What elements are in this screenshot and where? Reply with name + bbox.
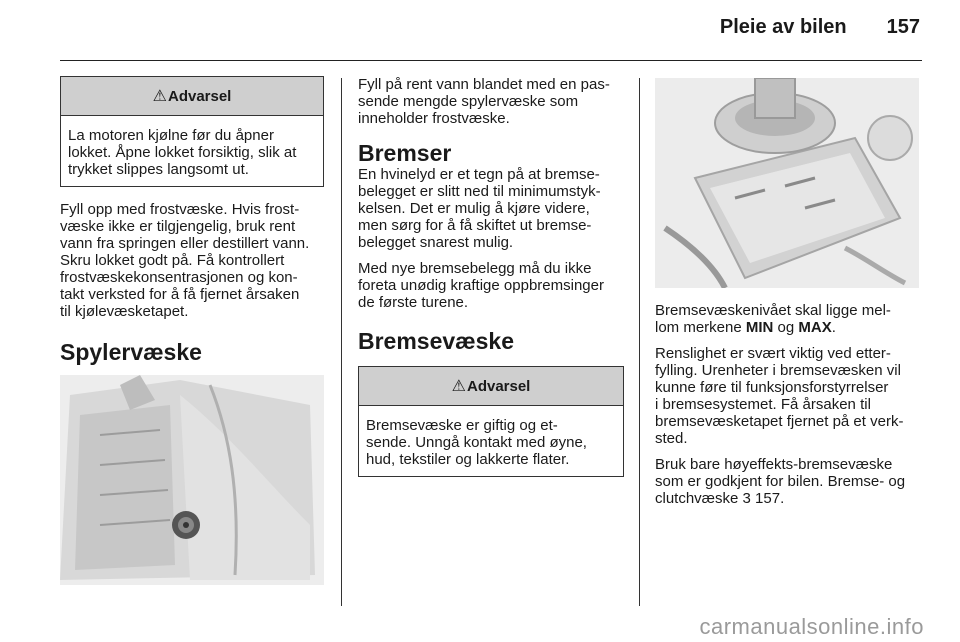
column-divider-1 — [341, 78, 342, 606]
warning-text: Bremsevæske er giftig og et- sende. Unngå kontakt med øyne, hud, tekstiler og lakkerte flater. — [366, 417, 587, 468]
min-mark: MIN — [745, 319, 774, 336]
warning-header — [359, 367, 623, 406]
washer-paragraph: Fyll på rent vann blandet med en pas- sende mengde spylervæske som inneholder frostvæske. — [358, 76, 610, 127]
brake-fluid-level-paragraph: Bremsevæskenivået skal ligge mel- lom merkene MIN og MAX. — [655, 302, 891, 336]
page-number: 157 — [886, 16, 920, 38]
page-reference-icon[interactable]: 3 — [742, 490, 751, 507]
column-divider-2 — [639, 78, 640, 606]
header-rule — [60, 60, 922, 61]
warning-box-coolant — [60, 76, 324, 187]
warning-title: Advarsel — [466, 377, 531, 395]
brake-fluid-reservoir-photo — [655, 78, 919, 288]
warning-triangle-icon: ⚠ — [451, 377, 466, 395]
heading-brakes: Bremser — [358, 140, 452, 166]
page-header — [720, 16, 920, 39]
warning-text: La motoren kjølne før du åpner lokket. Åpne lokket forsiktig, slik at trykket slippes langsomt ut. — [68, 127, 297, 178]
warning-triangle-icon: ⚠ — [152, 87, 167, 105]
washer-fluid-photo — [60, 375, 324, 585]
column-2 — [358, 76, 624, 491]
column-3 — [655, 302, 925, 516]
section-title: Pleie av bilen — [719, 16, 847, 38]
coolant-paragraph: Fyll opp med frostvæske. Hvis frost- væske ikke er tilgjengelig, bruk rent vann fra springen eller destillert vann. Skru lokket godt på. Få kontrollert frostvæskekonsentrasjonen og kon- takt verksted for å få fjernet årsaken til kjølevæsketapet. — [60, 201, 310, 320]
brake-fluid-type-paragraph: Bruk bare høyeffekts-bremsevæske som er godkjent for bilen. Bremse- og clutchvæske 3 157. — [655, 456, 906, 507]
heading-washer-fluid: Spylervæske — [60, 339, 202, 365]
brakes-paragraph-1: En hvinelyd er et tegn på at bremse- belegget er slitt ned til minimumstyk- kelsen. Det er mulig å kjøre videre, men sørg for å få skiftet ut bremse- belegget snarest mulig. — [358, 166, 601, 251]
max-mark: MAX — [798, 319, 832, 336]
brakes-paragraph-2: Med nye bremsebelegg må du ikke foreta unødig kraftige oppbremsinger de første turene. — [358, 260, 604, 311]
warning-box-brake-fluid — [358, 366, 624, 477]
watermark: carmanualsonline.info — [699, 614, 924, 639]
warning-title: Advarsel — [167, 87, 232, 105]
warning-header — [61, 77, 323, 116]
heading-brake-fluid: Bremsevæske — [358, 328, 515, 354]
column-1 — [60, 76, 324, 379]
page-reference[interactable]: 157. — [750, 490, 785, 507]
cleanliness-paragraph: Renslighet er svært viktig ved etter- fylling. Urenheter i bremsevæsken vil kunne føre til funksjonsforstyrrelser i bremsesystemet. Få årsaken til bremsevæsketapet fjernet på et verk- sted. — [655, 345, 904, 447]
